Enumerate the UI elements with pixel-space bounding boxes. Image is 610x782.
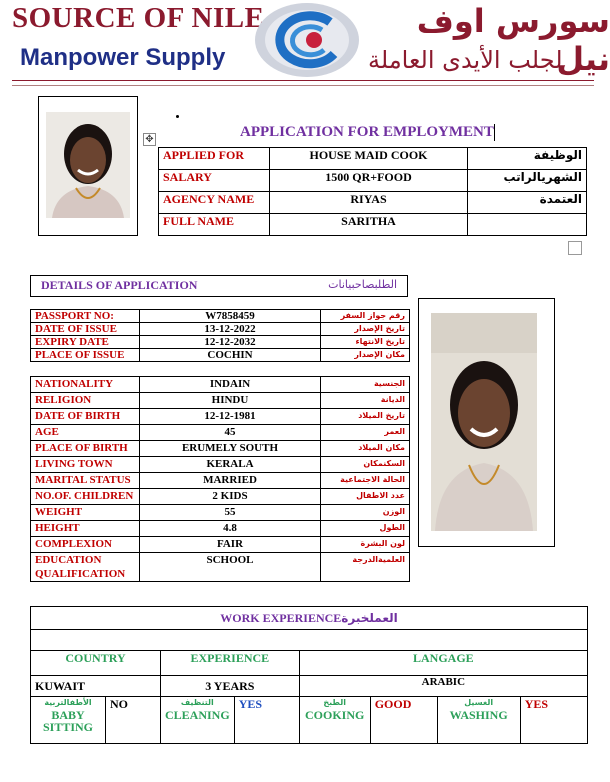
answer-text: NO xyxy=(110,697,128,711)
field-value[interactable]: SCHOOL xyxy=(140,553,321,582)
table-row xyxy=(31,676,588,697)
answer-text: YES xyxy=(524,697,549,711)
table-row xyxy=(31,473,410,489)
field-label-arabic: الحالة الاجتماعية xyxy=(321,473,410,489)
brand-name-arabic: سورس اوف نيل xyxy=(416,2,610,78)
salary-value[interactable]: 1500 QR+FOOD xyxy=(270,170,468,192)
field-label: PLACE OF ISSUE xyxy=(31,349,140,362)
country-header: COUNTRY xyxy=(31,651,161,676)
passport-table xyxy=(30,309,410,362)
details-label: DETAILS OF APPLICATION xyxy=(41,278,198,292)
field-label: EXPIRY DATE xyxy=(31,336,140,349)
field-value[interactable]: 13-12-2022 xyxy=(140,323,321,336)
table-row xyxy=(159,192,587,214)
skill-group-right xyxy=(299,697,587,744)
table-row xyxy=(31,505,410,521)
stray-dot xyxy=(176,115,179,118)
field-label-arabic: تاريخ الإصدار xyxy=(321,323,410,336)
field-label-arabic: رقم جواز السفر xyxy=(321,310,410,323)
skill-label: COOKING xyxy=(305,708,365,722)
field-label-arabic: السكنمكان xyxy=(321,457,410,473)
table-row xyxy=(31,697,588,744)
agency-name-label: AGENCY NAME xyxy=(159,192,270,214)
agency-name-value[interactable]: RIYAS xyxy=(270,192,468,214)
table-row xyxy=(31,630,588,651)
field-label-arabic: لون البشرة xyxy=(321,537,410,553)
table-row xyxy=(31,323,410,336)
field-value[interactable]: 12-12-1981 xyxy=(140,409,321,425)
language-header: LANGAGE xyxy=(299,651,587,676)
field-value[interactable]: W7858459 xyxy=(140,310,321,323)
field-label: PASSPORT NO: xyxy=(31,310,140,323)
skill-answer[interactable] xyxy=(370,697,437,743)
applicant-photo-large xyxy=(418,298,555,547)
field-value[interactable]: 2 KIDS xyxy=(140,489,321,505)
field-label-arabic: الطول xyxy=(321,521,410,537)
experience-value[interactable]: 3 YEARS xyxy=(161,676,300,697)
personal-details-table xyxy=(30,376,410,582)
answer-text: GOOD xyxy=(374,697,412,711)
page-title: APPLICATION FOR EMPLOYMENT xyxy=(240,124,494,140)
field-label: COMPLEXION xyxy=(31,537,140,553)
applicant-portrait xyxy=(431,313,537,531)
field-label-arabic: الجنسية xyxy=(321,377,410,393)
table-row xyxy=(31,457,410,473)
skill-arabic: الأطفالتربية xyxy=(44,698,92,707)
field-label: LIVING TOWN xyxy=(31,457,140,473)
field-label: HEIGHT xyxy=(31,521,140,537)
full-name-arabic xyxy=(468,214,587,236)
table-row xyxy=(159,214,587,236)
skill-subtable xyxy=(300,697,587,743)
field-label: NATIONALITY xyxy=(31,377,140,393)
language-value[interactable]: ARABIC xyxy=(299,676,587,697)
table-row xyxy=(31,521,410,537)
table-row xyxy=(31,607,588,630)
full-name-value[interactable]: SARITHA xyxy=(270,214,468,236)
field-label-arabic: مكان الميلاد xyxy=(321,441,410,457)
table-row xyxy=(31,336,410,349)
field-label-arabic: مكان الإصدار xyxy=(321,349,410,362)
full-name-label: FULL NAME xyxy=(159,214,270,236)
field-value[interactable]: 45 xyxy=(140,425,321,441)
skill-answer[interactable] xyxy=(234,697,299,744)
field-label: PLACE OF BIRTH xyxy=(31,441,140,457)
table-row xyxy=(31,553,410,582)
field-label-arabic: العمر xyxy=(321,425,410,441)
skill-label: WASHING xyxy=(449,708,508,722)
table-row xyxy=(300,697,587,743)
brand-name-english: SOURCE OF NILE xyxy=(12,2,265,34)
field-value[interactable]: ERUMELY SOUTH xyxy=(140,441,321,457)
applied-for-value[interactable]: HOUSE MAID COOK xyxy=(270,148,468,170)
header-divider-secondary xyxy=(12,85,594,86)
brand-subtitle-english: Manpower Supply xyxy=(20,44,226,71)
brand-subtitle-arabic: لجلب الأيدى العاملة xyxy=(368,46,563,74)
field-label: DATE OF ISSUE xyxy=(31,323,140,336)
header-divider xyxy=(12,80,594,81)
skill-arabic: الغسيل xyxy=(464,698,494,707)
table-row xyxy=(31,489,410,505)
skill-answer[interactable] xyxy=(106,697,161,744)
details-header xyxy=(30,275,408,297)
skill-label: CLEANING xyxy=(165,708,230,722)
table-row xyxy=(159,170,587,192)
field-label: NO.OF. CHILDREN xyxy=(31,489,140,505)
salary-arabic: الشهريالراتب xyxy=(468,170,587,192)
experience-header: EXPERIENCE xyxy=(161,651,300,676)
skill-cooking xyxy=(300,697,371,743)
table-row xyxy=(31,393,410,409)
skill-cleaning xyxy=(161,697,235,744)
table-row xyxy=(159,148,587,170)
table-row xyxy=(31,310,410,323)
table-row xyxy=(31,537,410,553)
skill-label: BABY SITTING xyxy=(42,708,94,734)
country-value[interactable]: KUWAIT xyxy=(31,676,161,697)
field-label: AGE xyxy=(31,425,140,441)
skill-arabic: الطبخ xyxy=(323,698,346,707)
applicant-portrait xyxy=(46,112,130,218)
field-value[interactable]: INDAIN xyxy=(140,377,321,393)
table-row xyxy=(31,441,410,457)
skill-washing xyxy=(437,697,520,743)
field-label: DATE OF BIRTH xyxy=(31,409,140,425)
field-label-arabic: تاريخ الميلاد xyxy=(321,409,410,425)
applied-for-label: APPLIED FOR xyxy=(159,148,270,170)
field-value[interactable]: 4.8 xyxy=(140,521,321,537)
table-row xyxy=(31,651,588,676)
table-row xyxy=(31,425,410,441)
field-label: WEIGHT xyxy=(31,505,140,521)
table-resize-handle[interactable] xyxy=(568,241,582,255)
table-row xyxy=(31,409,410,425)
table-row xyxy=(31,349,410,362)
answer-text: YES xyxy=(238,697,263,711)
field-value[interactable]: 12-12-2032 xyxy=(140,336,321,349)
applicant-photo-small xyxy=(38,96,138,236)
field-value[interactable]: KERALA xyxy=(140,457,321,473)
work-experience-title-en: WORK EXPERIENCE xyxy=(220,611,342,625)
field-value[interactable]: COCHIN xyxy=(140,349,321,362)
work-experience-title-ar: العملخبرة xyxy=(341,611,398,625)
applied-for-arabic: الوظيفة xyxy=(468,148,587,170)
application-table xyxy=(158,147,587,236)
field-value[interactable]: MARRIED xyxy=(140,473,321,489)
table-row xyxy=(31,377,410,393)
work-experience-table xyxy=(30,606,588,744)
skill-arabic: التنظيف xyxy=(180,698,214,707)
skill-baby-sitting xyxy=(31,697,106,744)
text-cursor xyxy=(494,124,495,141)
field-value[interactable]: FAIR xyxy=(140,537,321,553)
field-label-arabic: الوزن xyxy=(321,505,410,521)
field-label: RELIGION xyxy=(31,393,140,409)
field-label-arabic: تاريخ الانتهاء xyxy=(321,336,410,349)
field-label-arabic: العلميةالدرجة xyxy=(321,553,410,582)
salary-label: SALARY xyxy=(159,170,270,192)
skill-answer[interactable] xyxy=(520,697,587,743)
field-value[interactable]: HINDU xyxy=(140,393,321,409)
agency-name-arabic: العتمدة xyxy=(468,192,587,214)
field-label-arabic: الديانة xyxy=(321,393,410,409)
work-experience-title xyxy=(31,607,588,630)
company-logo xyxy=(252,2,362,80)
field-label-arabic: عدد الاطفال xyxy=(321,489,410,505)
field-value[interactable]: 55 xyxy=(140,505,321,521)
field-label: EDUCATION QUALIFICATION xyxy=(31,553,140,582)
empty-row xyxy=(31,630,588,651)
details-label-arabic: الطلبصاحبيانات xyxy=(328,278,397,291)
field-label: MARITAL STATUS xyxy=(31,473,140,489)
table-move-handle-icon[interactable]: ✥ xyxy=(143,133,156,146)
